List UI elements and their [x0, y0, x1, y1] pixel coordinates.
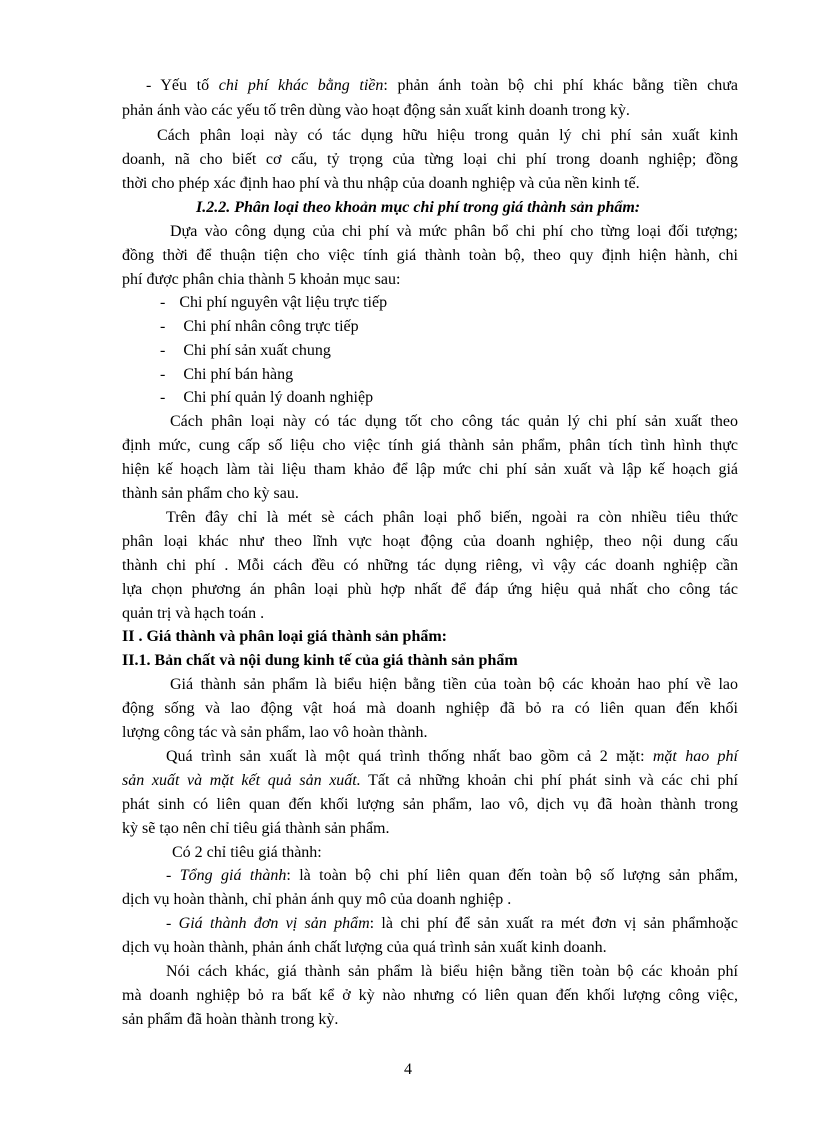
- paragraph-line: định mức, cung cấp số liệu cho việc tính giá thành sản phẩm, phân tích tình hình thực: [122, 437, 738, 454]
- paragraph-line: lượng công tác và sản phẩm, lao vô hoàn thành.: [122, 724, 428, 741]
- paragraph-line: hiện kế hoạch làm tài liệu tham khảo để lập mức chi phí sản xuất và lập kế hoạch giá: [122, 461, 738, 478]
- paragraph-line: Dựa vào công dụng của chi phí và mức phân bổ chi phí cho từng loại đối tượng;: [170, 223, 738, 240]
- italic-term: Giá thành đơn vị sản phẩm: [178, 915, 370, 932]
- page-number: 4: [404, 1061, 412, 1078]
- paragraph-line: dịch vụ hoàn thành, phản ánh chất lượng của quá trình sản xuất kinh doanh.: [122, 939, 607, 956]
- paragraph-line: Cách phân loại này có tác dụng hữu hiệu trong quản lý chi phí sản xuất kinh: [157, 127, 738, 144]
- paragraph-line: Giá thành sản phẩm là biểu hiện bằng tiền của toàn bộ các khoản hao phí về lao: [170, 676, 738, 693]
- paragraph-line: Có 2 chỉ tiêu giá thành:: [172, 844, 322, 861]
- list-item: - Chi phí sản xuất chung: [160, 342, 331, 359]
- paragraph-line: lựa chọn phương án phân loại phù hợp nhất để đáp ứng hiệu quả nhất cho công tác: [122, 581, 738, 598]
- list-item: - Chi phí nhân công trực tiếp: [160, 318, 359, 335]
- text-run: : phản ánh toàn bộ chi phí khác bằng tiền chưa: [383, 77, 739, 94]
- paragraph-line: - Giá thành đơn vị sản phẩm: là chi phí để sản xuất ra mét đơn vị sản phẩmhoặc: [166, 915, 739, 932]
- paragraph-line: sản phẩm đã hoàn thành trong kỳ.: [122, 1011, 339, 1028]
- text-run: - Yếu tố: [146, 77, 219, 94]
- paragraph-line: dịch vụ hoàn thành, chỉ phản ánh quy mô của doanh nghiệp .: [122, 891, 512, 908]
- paragraph-line: mà doanh nghiệp bỏ ra bất kể ở kỳ nào nhưng có liên quan đến khối lượng công việc,: [122, 987, 738, 1004]
- paragraph-line: - Tổng giá thành: là toàn bộ chi phí liên quan đến toàn bộ số lượng sản phẩm,: [166, 867, 739, 884]
- paragraph-line: [146, 74, 738, 98]
- paragraph-line: phân loại khác như theo lĩnh vực hoạt động của doanh nghiệp, theo nội dung cấu: [122, 533, 738, 550]
- italic-term: mặt hao phí: [652, 748, 738, 765]
- subsection-heading: II.1. Bản chất và nội dung kinh tế của giá thành sản phẩm: [122, 652, 518, 669]
- paragraph-line: Trên đây chỉ là mét sè cách phân loại phổ biến, ngoài ra còn nhiều tiêu thức: [166, 509, 738, 526]
- paragraph-line: động sống và lao động vật hoá mà doanh nghiệp đã bỏ ra có liên quan đến khối: [122, 700, 738, 717]
- paragraph-line: sản xuất và mặt kết quả sản xuất. Tất cả những khoản chi phí phát sinh và các chi phí: [122, 772, 738, 789]
- section-heading: II . Giá thành và phân loại giá thành sản phẩm:: [122, 628, 447, 645]
- italic-term: sản xuất và mặt kết quả sản xuất.: [122, 772, 361, 789]
- paragraph-line: phản ánh vào các yếu tố trên dùng vào hoạt động sản xuất kinh doanh trong kỳ.: [122, 102, 630, 119]
- list-item: - Chi phí quản lý doanh nghiệp: [160, 389, 374, 406]
- section-heading: I.2.2. Phân loại theo khoản mục chi phí trong giá thành sản phẩm:: [196, 199, 641, 216]
- italic-term: Tổng giá thành: [179, 867, 287, 884]
- paragraph-line: Cách phân loại này có tác dụng tốt cho công tác quản lý chi phí sản xuất theo: [170, 413, 738, 430]
- list-item: - Chi phí bán hàng: [160, 366, 294, 383]
- paragraph-line: Nói cách khác, giá thành sản phẩm là biểu hiện bằng tiền toàn bộ các khoản phí: [166, 963, 738, 980]
- italic-term: chi phí khác bằng tiền: [218, 77, 384, 94]
- paragraph-line: thành chi phí . Mỗi cách đều có những tác dụng riêng, vì vậy các doanh nghiệp cần: [122, 557, 738, 574]
- paragraph-line: phí được phân chia thành 5 khoản mục sau:: [122, 271, 401, 288]
- paragraph-line: thời cho phép xác định hao phí và thu nhập của doanh nghiệp và của nền kinh tế.: [122, 175, 640, 192]
- paragraph-line: thành sản phẩm cho kỳ sau.: [122, 485, 299, 502]
- paragraph-line: Quá trình sản xuất là một quá trình thống nhất bao gồm cả 2 mặt: mặt hao phí: [166, 748, 738, 765]
- paragraph-line: phát sinh có liên quan đến khối lượng sản phẩm, lao vô, dịch vụ đã hoàn thành trong: [122, 796, 738, 813]
- paragraph-line: kỳ sẽ tạo nên chỉ tiêu giá thành sản phẩm.: [122, 820, 390, 837]
- paragraph-line: doanh, nã cho biết cơ cấu, tỷ trọng của từng loại chi phí trong doanh nghiệp; đồng: [122, 151, 738, 168]
- paragraph-line: đồng thời để thuận tiện cho việc tính giá thành toàn bộ, theo quy định hiện hành, chi: [122, 247, 738, 264]
- list-item: - Chi phí nguyên vật liệu trực tiếp: [160, 294, 388, 311]
- paragraph-line: quản trị và hạch toán .: [122, 605, 265, 622]
